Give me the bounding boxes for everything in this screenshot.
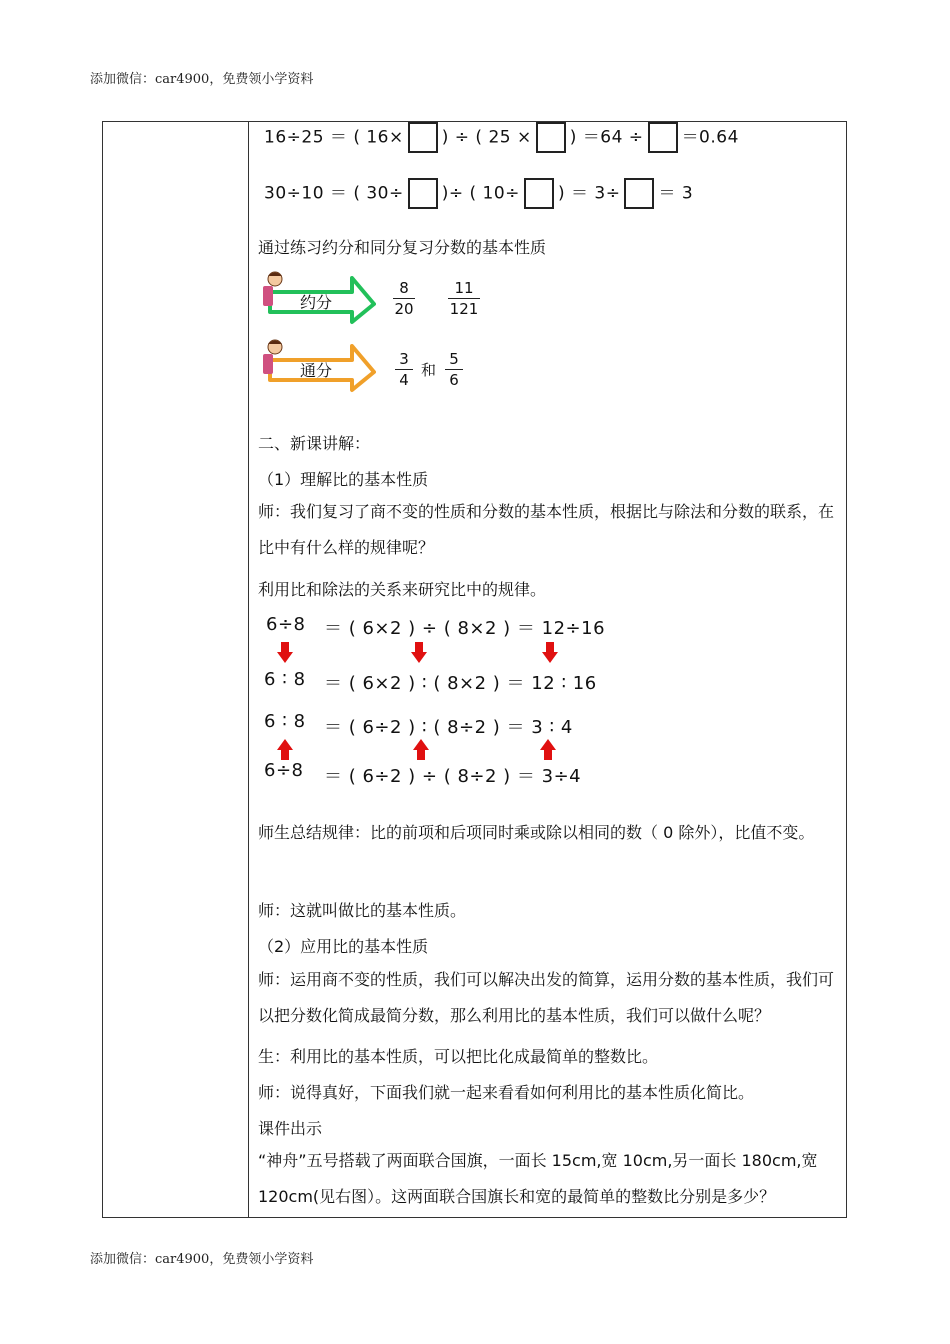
fraction-3-4 [395, 350, 413, 389]
eq2-part-b: )÷ ( 10÷ [441, 183, 520, 204]
teacher-statement: 师：这就叫做比的基本性质。 [258, 901, 467, 920]
blank-box[interactable] [524, 178, 554, 209]
subsection-1-heading: （1）理解比的基本性质 [258, 470, 429, 489]
teacher-praise: 师：说得真好，下面我们就一起来看看如何利用比的基本性质化简比。 [258, 1083, 755, 1102]
eq1-part-c: ) ＝64 ÷ [569, 127, 644, 148]
method-text: 利用比和除法的关系来研究比中的规律。 [258, 580, 547, 599]
numerator: 3 [399, 350, 409, 368]
problem-paragraph: “神舟”五号搭载了两面联合国旗，一面长 15cm,宽 10cm,另一面长 180cm,宽 120cm(见右图）。这两面联合国旗长和宽的最简单的整数比分别是多少？ [258, 1151, 818, 1206]
blank-box[interactable] [536, 122, 566, 153]
ratio-row-left: 6÷8 [264, 760, 304, 781]
eq1-part-d: ＝0.64 [681, 127, 739, 148]
page-footer: 添加微信：car4900，免费领小学资料 [90, 1252, 314, 1267]
subsection-2-heading: （2）应用比的基本性质 [258, 937, 429, 956]
eq2-part-d: ＝ 3 [658, 183, 694, 204]
denominator: 4 [399, 371, 409, 389]
section-heading: 二、新课讲解： [258, 434, 371, 453]
yuefen-arrow [260, 270, 376, 326]
equation-division-1 [264, 122, 739, 153]
ratio-row-right: ＝ ( 6×2 ) ÷ ( 8×2 ) ＝ 12÷16 [324, 618, 606, 639]
blank-box[interactable] [408, 122, 438, 153]
down-arrow-icon [542, 642, 558, 664]
ratio-row-right: ＝ ( 6÷2 ) ÷ ( 8÷2 ) ＝ 3÷4 [324, 766, 582, 787]
fraction-8-20 [393, 279, 415, 318]
courseware-label: 课件出示 [258, 1119, 323, 1138]
up-arrow-icon [277, 738, 293, 760]
teacher-question-paragraph: 师：我们复习了商不变的性质和分数的基本性质，根据比与除法和分数的联系，在比中有什么样的规律呢？ [258, 502, 835, 557]
ratio-row-left: 6 ∶ 8 [264, 669, 306, 690]
equation-division-2 [264, 178, 693, 209]
down-arrow-icon [411, 642, 427, 664]
down-arrow-icon [277, 642, 293, 664]
ratio-row-right: ＝ ( 6÷2 ) ∶ ( 8÷2 ) ＝ 3 ∶ 4 [324, 717, 573, 738]
eq2-part-c: ) ＝ 3÷ [557, 183, 621, 204]
ratio-row-right: ＝ ( 6×2 ) ∶ ( 8×2 ) ＝ 12 ∶ 16 [324, 673, 597, 694]
yuefen-label: 约分 [300, 293, 333, 312]
eq1-part-b: ) ÷ ( 25 × [441, 127, 532, 148]
fraction-5-6 [445, 350, 463, 389]
review-intro: 通过练习约分和同分复习分数的基本性质 [258, 238, 547, 257]
summary-paragraph: 师生总结规律：比的前项和后项同时乘或除以相同的数（ 0 除外），比值不变。 [258, 823, 815, 842]
denominator: 20 [394, 300, 414, 318]
tongfen-arrow [260, 338, 376, 394]
lesson-table [102, 121, 847, 1218]
numerator: 8 [399, 279, 409, 297]
denominator: 6 [449, 371, 459, 389]
content-cell [258, 122, 838, 1217]
numerator: 11 [454, 279, 474, 297]
blank-box[interactable] [624, 178, 654, 209]
and-text: 和 [421, 361, 437, 379]
ratio-row-left: 6÷8 [266, 614, 306, 635]
up-arrow-icon [540, 738, 556, 760]
column-divider [248, 122, 249, 1217]
numerator: 5 [449, 350, 459, 368]
eq2-part-a: 30÷10 ＝ ( 30÷ [264, 183, 404, 204]
ratio-row-left: 6 ∶ 8 [264, 711, 306, 732]
fraction-11-121 [448, 279, 480, 318]
denominator: 121 [449, 300, 479, 318]
teacher-application-paragraph: 师：运用商不变的性质，我们可以解决出发的简算，运用分数的基本性质，我们可以把分数化简成最简分数，那么利用比的基本性质，我们可以做什么呢？ [258, 970, 835, 1025]
page-header: 添加微信：car4900，免费领小学资料 [90, 72, 314, 87]
blank-box[interactable] [408, 178, 438, 209]
blank-box[interactable] [648, 122, 678, 153]
eq1-part-a: 16÷25 ＝ ( 16× [264, 127, 404, 148]
student-answer: 生：利用比的基本性质，可以把比化成最简单的整数比。 [258, 1047, 659, 1066]
up-arrow-icon [413, 738, 429, 760]
tongfen-label: 通分 [300, 361, 333, 380]
